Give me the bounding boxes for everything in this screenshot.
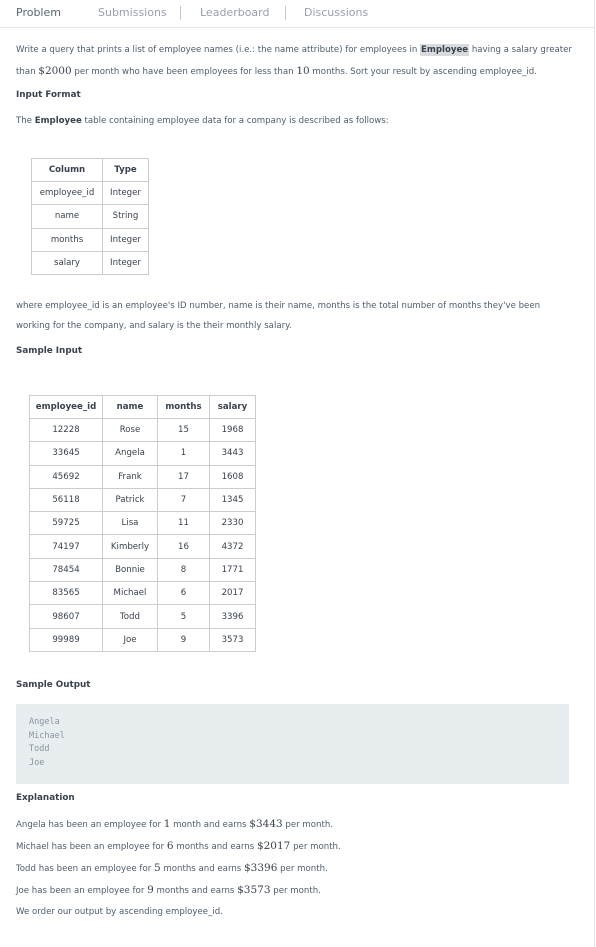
explanation-text: Michael has been an employee for [16, 842, 167, 852]
table-row [30, 535, 256, 558]
table-cell: Lisa [103, 512, 158, 535]
table-cell: Kimberly [103, 535, 158, 558]
statement-line-1 [16, 45, 572, 55]
output-line: Joe [29, 758, 45, 768]
table-cell: 83565 [30, 582, 103, 605]
table-cell: 6 [158, 582, 210, 605]
schema-header-row [32, 159, 149, 182]
table-cell: Joe [103, 628, 158, 651]
table-cell: 78454 [30, 558, 103, 581]
output-line: Angela [29, 717, 60, 727]
table-cell: 7 [158, 488, 210, 511]
table-cell: months [32, 228, 103, 251]
table-row [32, 251, 149, 274]
statement-line-2 [16, 65, 537, 77]
statement-text: months. Sort your result by ascending employee_id. [309, 67, 537, 77]
months-threshold: 10 [296, 65, 310, 77]
table-cell: 8 [158, 558, 210, 581]
tab-discussions[interactable]: Discussions [304, 6, 369, 19]
tab-divider [285, 6, 286, 20]
table-cell: employee_id [32, 182, 103, 205]
salary-value: $3396 [243, 862, 278, 874]
output-line: Todd [29, 744, 50, 754]
table-cell: Bonnie [103, 558, 158, 581]
employee-table-name: Employee [421, 45, 469, 55]
problem-tabs [0, 0, 595, 28]
table-cell: salary [32, 251, 103, 274]
table-cell: 12228 [30, 419, 103, 442]
table-cell: 2330 [210, 512, 256, 535]
explanation-line [16, 884, 321, 896]
months-value: 1 [163, 818, 171, 830]
table-cell: 59725 [30, 512, 103, 535]
sample-input-heading: Sample Input [16, 346, 83, 356]
salary-value: $2017 [256, 840, 291, 852]
description-text: table containing employee data for a company is described as follows: [81, 116, 389, 126]
table-cell: 1345 [210, 488, 256, 511]
salary-value: $3573 [237, 884, 271, 896]
table-cell: Integer [103, 251, 149, 274]
explanation-text: months and earns [160, 864, 244, 874]
statement-text: Write a query that prints a list of employee names (i.e.: the name attribute) for employees in [16, 45, 421, 55]
table-cell: 56118 [30, 488, 103, 511]
months-value: 6 [166, 840, 174, 852]
table-cell: 74197 [30, 535, 103, 558]
column-header: name [103, 396, 158, 419]
tab-submissions[interactable]: Submissions [98, 6, 167, 19]
statement-text: than [16, 67, 39, 77]
tab-leaderboard[interactable]: Leaderboard [200, 6, 270, 19]
explanation-text: Joe has been an employee for [16, 886, 148, 896]
table-cell: 9 [158, 628, 210, 651]
table-row [30, 442, 256, 465]
description-text: The [16, 116, 35, 126]
explanation-line [16, 862, 328, 874]
table-cell: Integer [103, 228, 149, 251]
explanation-heading: Explanation [16, 793, 75, 803]
table-cell: 5 [158, 605, 210, 628]
explanation-text: month and earns [170, 820, 250, 830]
input-format-heading: Input Format [16, 90, 81, 100]
table-cell: 1 [158, 442, 210, 465]
table-cell: Patrick [103, 488, 158, 511]
where-text-line-1: where employee_id is an employee's ID number, name is their name, months is the total number of months they've been [16, 301, 541, 311]
explanation-text: per month. [277, 864, 328, 874]
table-cell: Frank [103, 465, 158, 488]
table-cell: name [32, 205, 103, 228]
table-cell: 33645 [30, 442, 103, 465]
table-cell: Todd [103, 605, 158, 628]
table-cell: 2017 [210, 582, 256, 605]
months-value: 5 [153, 862, 161, 874]
where-text-line-2: working for the company, and salary is the their monthly salary. [16, 321, 292, 331]
tab-problem[interactable]: Problem [16, 6, 61, 19]
table-cell: 1608 [210, 465, 256, 488]
input-format-description [16, 116, 389, 126]
statement-text: having a salary greater [469, 45, 572, 55]
table-row [30, 628, 256, 651]
explanation-text: months and earns [173, 842, 257, 852]
table-cell: 4372 [210, 535, 256, 558]
explanation-text: per month. [290, 842, 341, 852]
table-row [30, 582, 256, 605]
table-cell: Angela [103, 442, 158, 465]
content-border [594, 27, 595, 947]
sample-output-box [16, 704, 569, 784]
months-value: 9 [147, 884, 154, 896]
sample-header-row [30, 396, 256, 419]
table-cell: 98607 [30, 605, 103, 628]
table-row [32, 205, 149, 228]
explanation-text: per month. [270, 886, 321, 896]
column-header: employee_id [30, 396, 103, 419]
salary-value: $3443 [249, 818, 283, 830]
table-row [32, 182, 149, 205]
explanation-text: Angela has been an employee for [16, 820, 164, 830]
table-cell: 17 [158, 465, 210, 488]
table-cell: 1968 [210, 419, 256, 442]
table-cell: 3443 [210, 442, 256, 465]
tab-divider [180, 6, 181, 20]
explanation-text: Todd has been an employee for [16, 864, 154, 874]
table-row [30, 605, 256, 628]
explanation-line [16, 818, 333, 830]
column-header: months [158, 396, 210, 419]
sample-input-table [29, 395, 256, 652]
table-row [30, 465, 256, 488]
table-cell: 11 [158, 512, 210, 535]
explanation-closing: We order our output by ascending employee_id. [16, 907, 223, 917]
salary-threshold: $2000 [38, 65, 72, 77]
column-header: Type [103, 159, 149, 182]
explanation-text: months and earns [153, 886, 238, 896]
table-cell: String [103, 205, 149, 228]
table-cell: 15 [158, 419, 210, 442]
table-row [30, 558, 256, 581]
column-header: Column [32, 159, 103, 182]
explanation-text: per month. [282, 820, 334, 830]
column-header: salary [210, 396, 256, 419]
schema-table [31, 158, 149, 275]
table-cell: 99989 [30, 628, 103, 651]
table-cell: Michael [103, 582, 158, 605]
explanation-line [16, 840, 341, 852]
statement-text: per month who have been employees for less than [71, 67, 297, 77]
sample-output-heading: Sample Output [16, 680, 91, 690]
table-row [30, 512, 256, 535]
table-cell: 3396 [210, 605, 256, 628]
table-cell: 3573 [210, 628, 256, 651]
employee-table-name: Employee [34, 116, 82, 126]
table-cell: 16 [158, 535, 210, 558]
table-row [30, 419, 256, 442]
table-cell: Rose [103, 419, 158, 442]
table-row [32, 228, 149, 251]
table-cell: 1771 [210, 558, 256, 581]
table-cell: 45692 [30, 465, 103, 488]
output-line: Michael [29, 731, 65, 741]
table-row [30, 488, 256, 511]
table-cell: Integer [103, 182, 149, 205]
